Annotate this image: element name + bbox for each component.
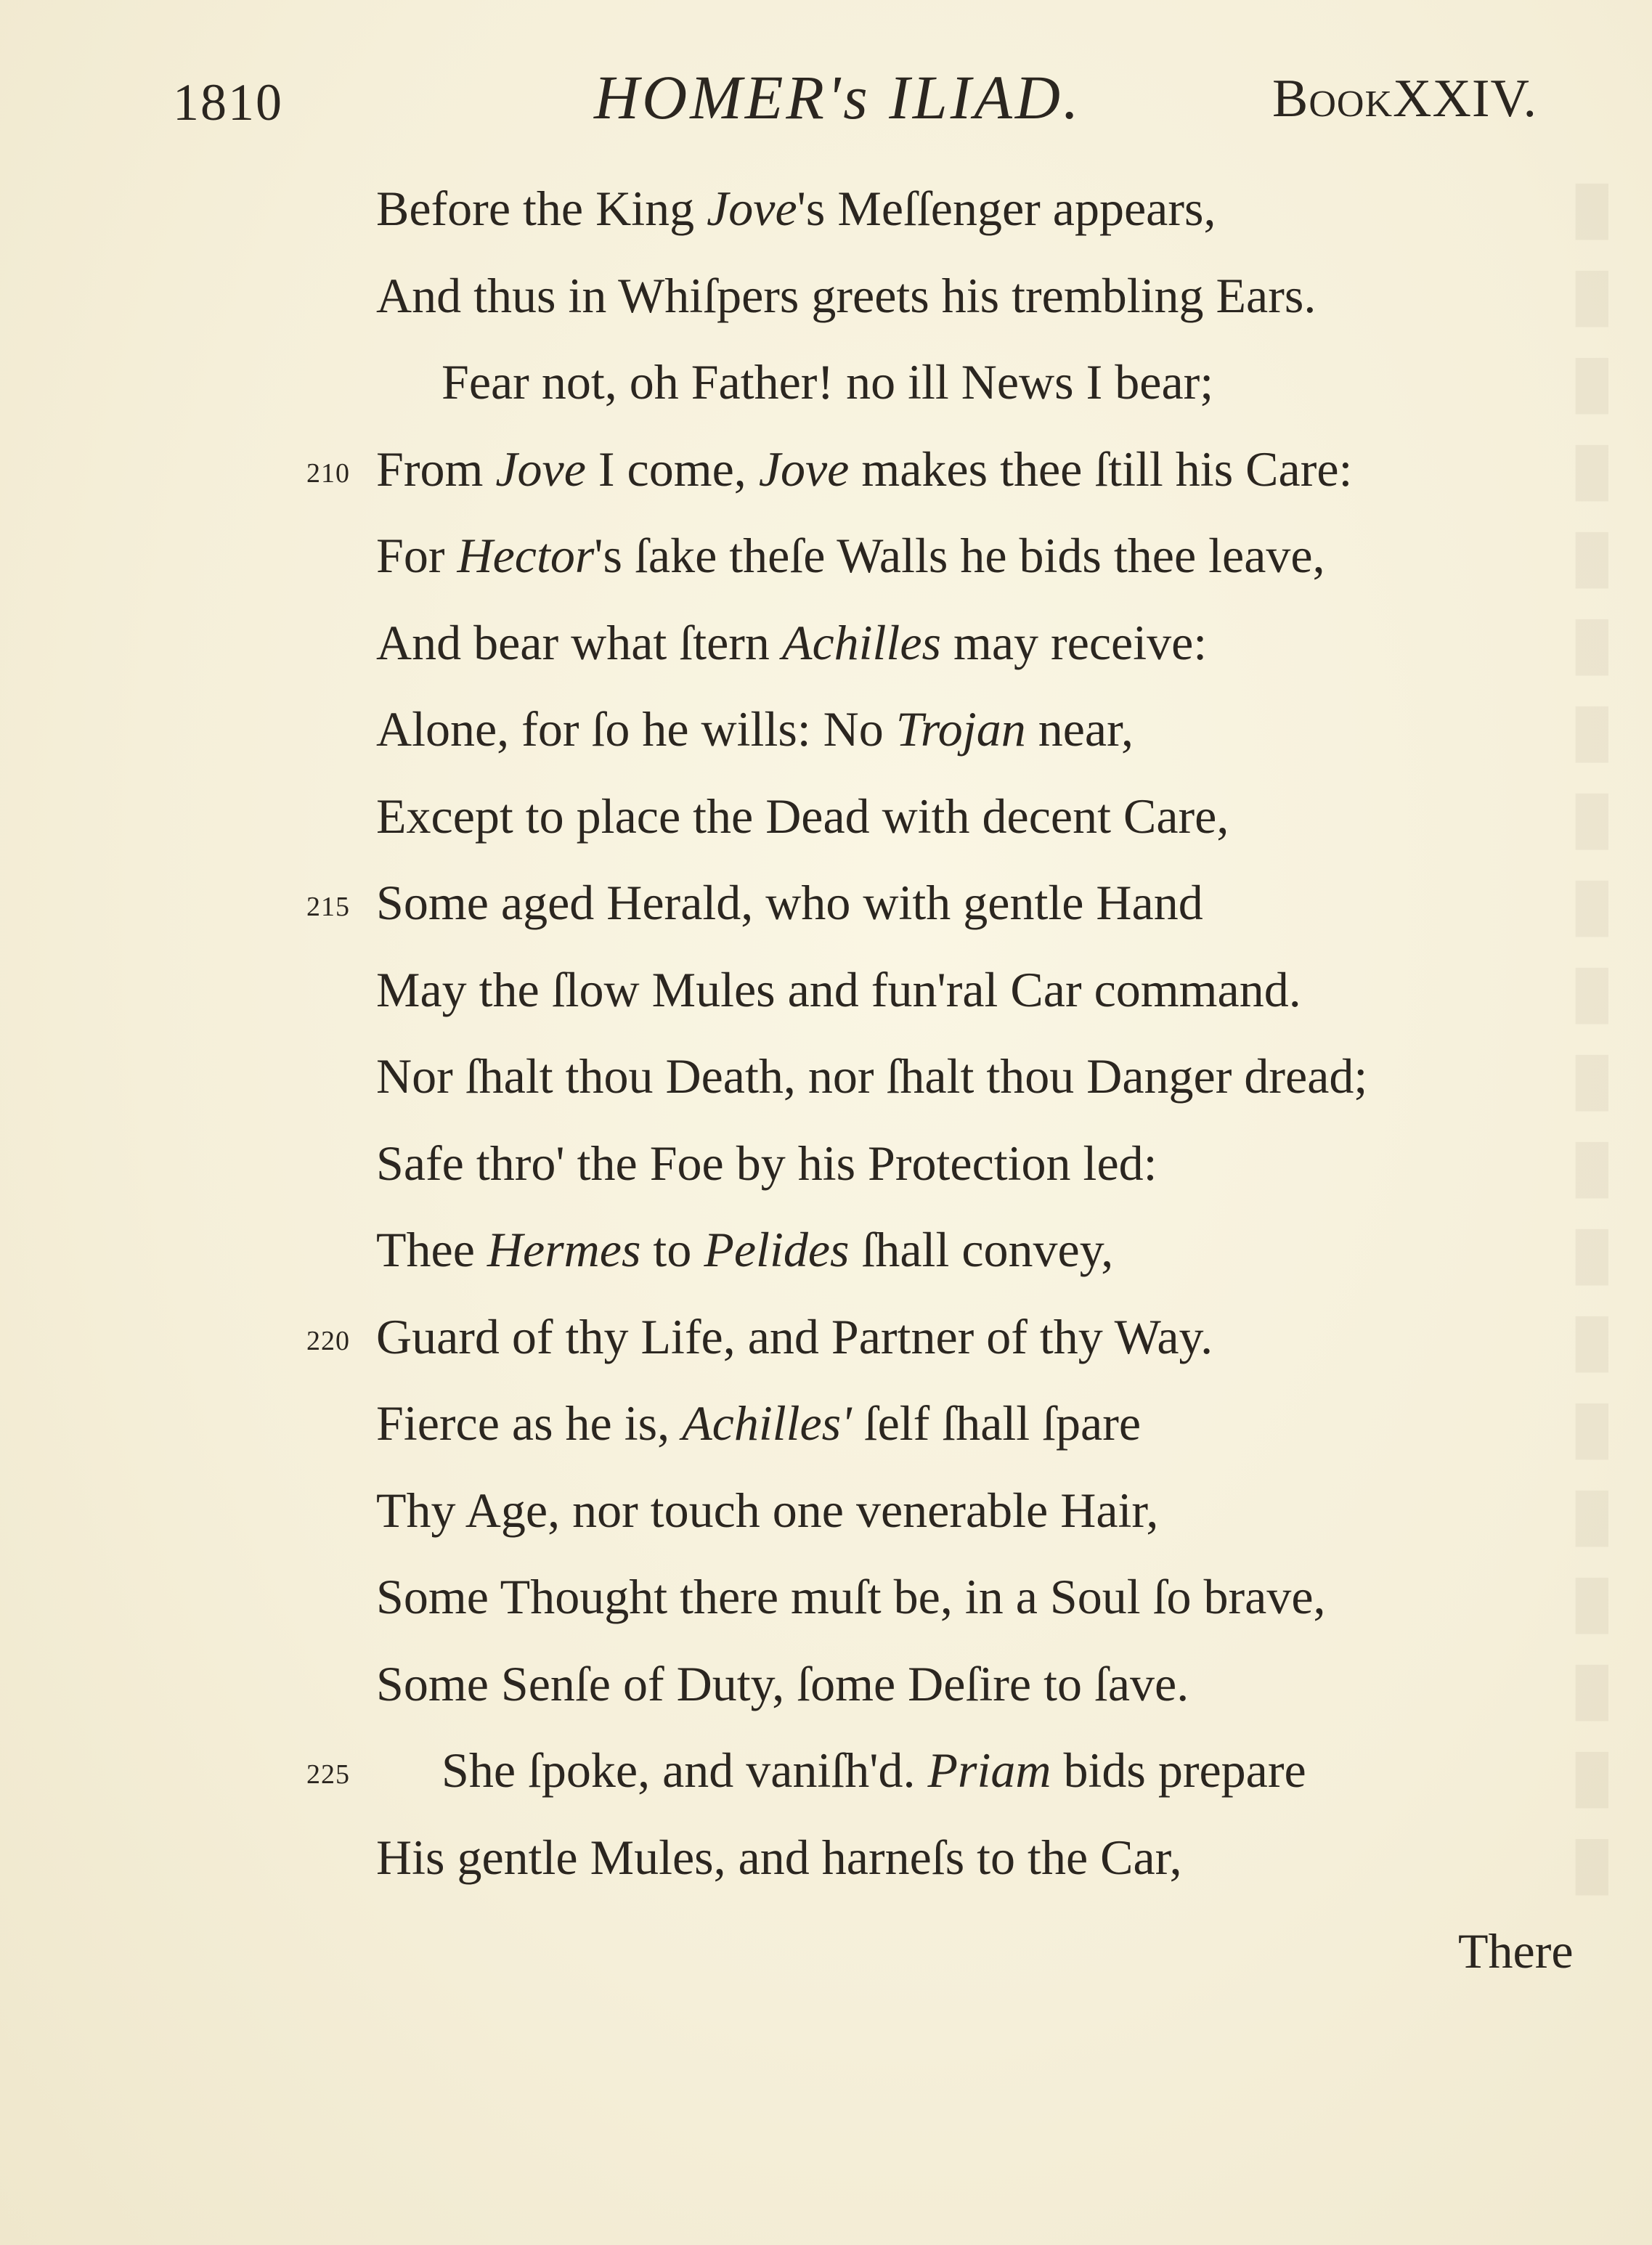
verse-text — [442, 1727, 1306, 1814]
verse-segment: Fierce as he is, — [376, 1396, 683, 1451]
verse-line — [0, 1641, 1652, 1728]
italic-name: Jove — [495, 441, 586, 497]
verse-segment: bids prepare — [1051, 1743, 1306, 1798]
verse-line — [0, 1207, 1652, 1294]
verse-text — [376, 1207, 1113, 1294]
verse-text — [376, 1120, 1157, 1207]
verse-segment: From — [376, 441, 496, 497]
verse-segment: Nor ſhalt thou Death, nor ſhalt thou Danger dread; — [376, 1048, 1368, 1104]
verse-text — [442, 339, 1213, 426]
verse-text — [376, 860, 1203, 947]
verse-segment: And bear what ſtern — [376, 614, 782, 670]
verse-text — [376, 600, 1207, 687]
book-word: Book — [1272, 69, 1393, 129]
verse-text — [376, 426, 1352, 513]
verse-line — [0, 1814, 1652, 1902]
verse-text — [376, 513, 1325, 600]
italic-name: Priam — [927, 1743, 1051, 1798]
verse-segment: ſhall convey, — [849, 1222, 1114, 1277]
verse-line — [0, 426, 1652, 513]
verse-text — [376, 1467, 1158, 1555]
verse-text — [376, 773, 1229, 860]
verse-segment: 's ſake theſe Walls he bids thee leave, — [594, 528, 1325, 583]
verse-segment: She ſpoke, and vaniſh'd. — [442, 1743, 928, 1798]
verse-line — [0, 1727, 1652, 1814]
verse-segment: His gentle Mules, and harneſs to the Car, — [376, 1829, 1182, 1885]
italic-name: Achilles' — [682, 1396, 852, 1451]
verse-line — [0, 860, 1652, 947]
catchword: There — [1458, 1923, 1574, 1979]
verse-text — [376, 1814, 1182, 1902]
verse-segment: Before the King — [376, 181, 707, 236]
italic-name: Jove — [758, 441, 850, 497]
verse-line — [0, 1294, 1652, 1381]
verse-segment: Guard of thy Life, and Partner of thy Way. — [376, 1308, 1213, 1364]
verse-segment: Thee — [376, 1222, 487, 1277]
verse-segment: Some Thought there muſt be, in a Soul ſo brave, — [376, 1569, 1326, 1624]
verse-text — [376, 1380, 1141, 1467]
verse-segment: 's Meſſenger appears, — [797, 181, 1216, 236]
verse-line — [0, 1033, 1652, 1120]
verse-text — [376, 253, 1316, 340]
verse-segment: I come, — [585, 441, 759, 497]
verse-segment: Thy Age, nor touch one venerable Hair, — [376, 1482, 1159, 1538]
verse-segment: to — [640, 1222, 704, 1277]
verse-line — [0, 1380, 1652, 1467]
verse-segment: Fear not, oh Father! no ill News I bear; — [442, 354, 1214, 410]
verse-line — [0, 1554, 1652, 1641]
italic-name: Hermes — [487, 1222, 641, 1277]
italic-name: Pelides — [704, 1222, 850, 1277]
verse-line — [0, 1467, 1652, 1555]
line-number: 215 — [306, 892, 350, 922]
verse-line — [0, 513, 1652, 600]
running-title: HOMER's ILIAD. — [594, 62, 1082, 132]
verse-line — [0, 166, 1652, 253]
verse-text — [376, 1554, 1326, 1641]
verse-line — [0, 947, 1652, 1034]
verse-text — [376, 1294, 1213, 1381]
verse-segment: makes thee ſtill his Care: — [849, 441, 1353, 497]
verse-line — [0, 773, 1652, 860]
verse-text — [376, 1033, 1367, 1120]
verse-text — [376, 686, 1134, 773]
line-number: 225 — [306, 1759, 350, 1790]
verse-text — [376, 166, 1216, 253]
verse-segment: Some Senſe of Duty, ſome Deſire to ſave. — [376, 1655, 1189, 1711]
verse-line — [0, 339, 1652, 426]
book-number: XXIV. — [1393, 69, 1537, 129]
verse-segment: Some aged Herald, who with gentle Hand — [376, 875, 1203, 930]
verse-text — [376, 947, 1301, 1034]
verse-segment: May the ſlow Mules and fun'ral Car command. — [376, 961, 1301, 1017]
verse-block — [0, 166, 1652, 1901]
verse-segment: ſelf ſhall ſpare — [851, 1396, 1142, 1451]
verse-segment: near, — [1025, 701, 1134, 757]
verse-text — [376, 1641, 1189, 1728]
verse-line — [0, 686, 1652, 773]
show-through-texture: █ █ █ █ █ █ █ █ █ █ █ █ █ █ █ █ █ █ █ █ — [1575, 184, 1608, 1891]
verse-segment: Alone, for ſo he wills: No — [376, 701, 896, 757]
verse-segment: may receive: — [940, 614, 1208, 670]
page-number: 1810 — [173, 73, 283, 131]
verse-segment: And thus in Whiſpers greets his trembling Ears. — [376, 267, 1317, 323]
verse-segment: Safe thro' the Foe by his Protection led: — [376, 1135, 1157, 1191]
book-label — [1272, 68, 1537, 130]
verse-segment: Except to place the Dead with decent Care, — [376, 788, 1229, 844]
running-header — [0, 61, 1652, 141]
verse-segment: For — [376, 528, 457, 583]
italic-name: Hector — [457, 528, 595, 583]
line-number: 220 — [306, 1325, 350, 1356]
verse-line — [0, 1120, 1652, 1207]
verse-line — [0, 253, 1652, 340]
verse-line — [0, 600, 1652, 687]
italic-name: Jove — [707, 181, 797, 236]
line-number: 210 — [306, 457, 350, 489]
italic-name: Trojan — [895, 701, 1026, 757]
italic-name: Achilles — [781, 614, 941, 670]
